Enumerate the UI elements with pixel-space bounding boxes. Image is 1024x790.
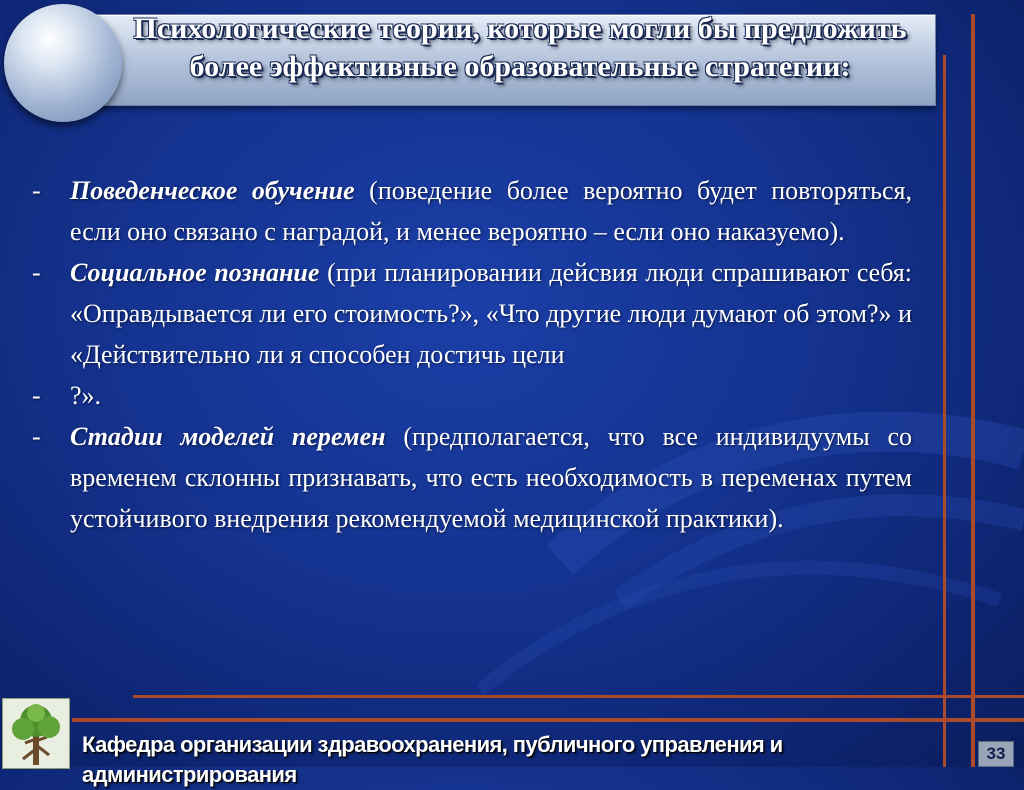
- list-item: [32, 170, 912, 252]
- slide-title: Психологические теории, которые могли бы предложить более эффективные образовательные стратегии:: [133, 12, 907, 83]
- list-dash: -: [32, 176, 41, 205]
- item-term: Поведенческое обучение: [70, 176, 355, 205]
- list-dash: -: [32, 422, 41, 451]
- page-number: 33: [978, 741, 1014, 767]
- item-text: (при планировании дейсвия люди спрашивают себя: «Оправдывается ли его стоимость?», «Что другие люди думают об этом?» и «Действительно ли я способен достичь цели: [70, 258, 912, 369]
- tree-icon: [2, 698, 70, 769]
- title-orb-decoration: [4, 4, 122, 122]
- horizontal-line-lower: [72, 718, 1024, 722]
- vertical-line-outer: [971, 14, 975, 767]
- list-item: [32, 375, 912, 416]
- slide-body: [32, 170, 912, 539]
- item-text: ?».: [70, 381, 102, 410]
- item-term: Стадии моделей перемен: [70, 422, 386, 451]
- list-item: [32, 252, 912, 375]
- list-item: [32, 416, 912, 539]
- footer-department: Кафедра организации здравоохранения, публичного управления и администрирования: [82, 732, 783, 787]
- item-text: (поведение более вероятно будет повторяться, если оно связано с наградой, и менее вероятно – если оно наказуемо).: [70, 176, 912, 246]
- vertical-line-inner: [943, 55, 946, 767]
- item-term: Социальное познание: [70, 258, 320, 287]
- item-text: (предполагается, что все индивидуумы со временем склонны признавать, что есть необходимость в переменах путем устойчивого внедрения рекомендуемой медицинской практики).: [70, 422, 912, 533]
- list-dash: -: [32, 258, 41, 287]
- list-dash: -: [32, 381, 41, 410]
- horizontal-line-upper: [133, 695, 1024, 698]
